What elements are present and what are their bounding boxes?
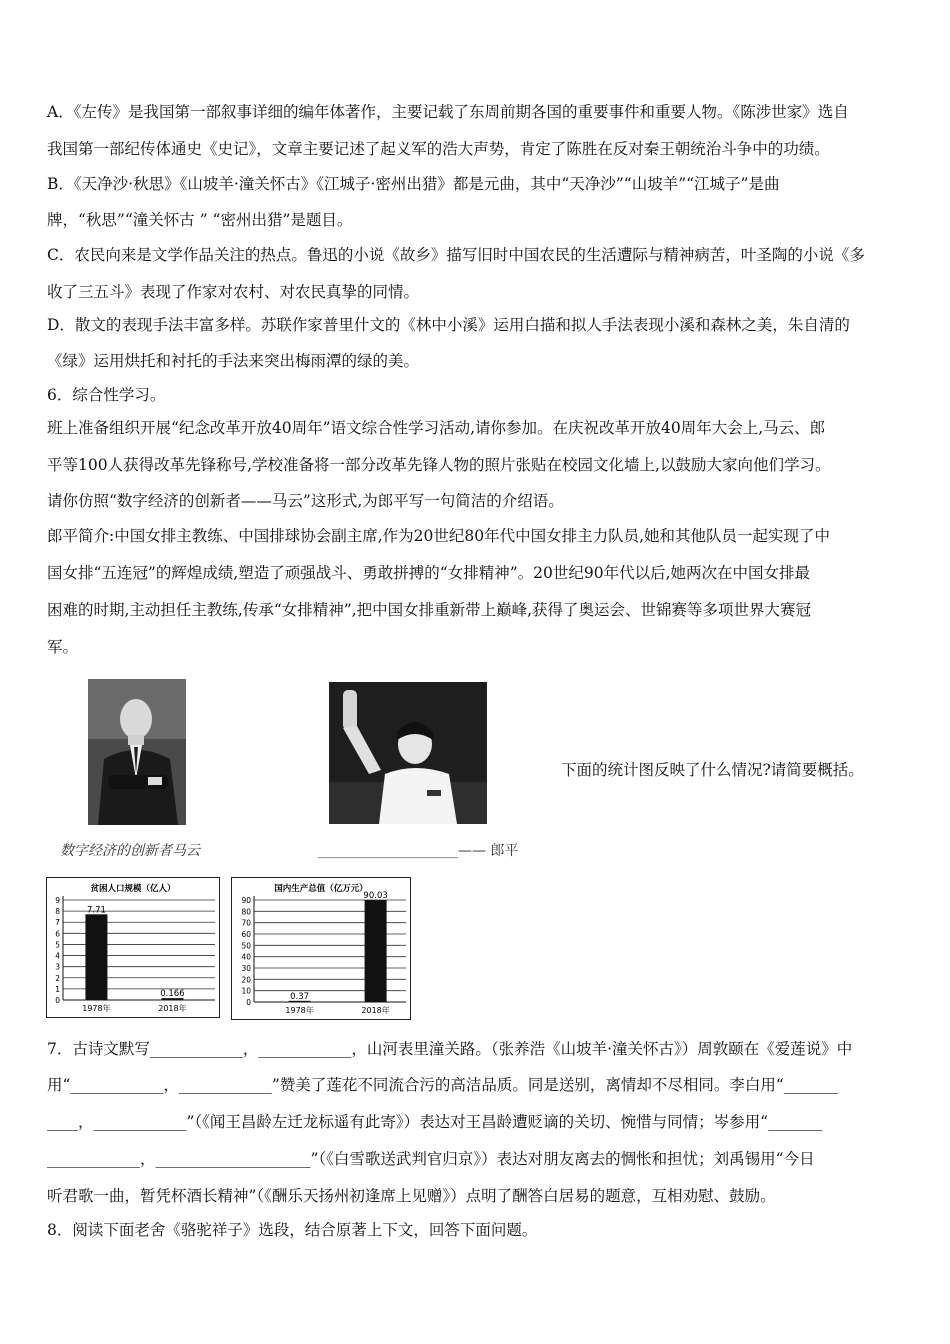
q7-line-5: 听君歌一曲，暂凭杯酒长精神”（《酬乐天扬州初逢席上见赠》）点明了酬答白居易的题意，互相劝慰、鼓励。 bbox=[47, 1187, 776, 1205]
y-tick-label: 90 bbox=[241, 896, 251, 905]
chart-gdp-svg bbox=[232, 878, 410, 1019]
y-tick-label: 6 bbox=[55, 929, 60, 939]
y-tick-label: 30 bbox=[241, 964, 251, 973]
photo-ma-yun bbox=[88, 679, 186, 825]
q6-paragraph-3: 请你仿照“数字经济的创新者——马云”这形式,为郎平写一句简洁的介绍语。 bbox=[47, 492, 564, 510]
option-a-line-2: 我国第一部纪传体通史《史记》，文章主要记述了起义军的浩大声势，肯定了陈胜在反对秦王朝统治斗争中的功绩。 bbox=[47, 140, 830, 158]
q6-paragraph-2: 平等100人获得改革先锋称号,学校准备将一部分改革先锋人物的照片张贴在校园文化墙上,以鼓励大家向他们学习。 bbox=[47, 456, 831, 474]
y-tick-label: 60 bbox=[241, 930, 251, 939]
category-label: 2018年 bbox=[361, 1006, 390, 1015]
y-tick-label: 5 bbox=[55, 940, 60, 950]
y-tick-label: 9 bbox=[55, 896, 60, 905]
y-tick-label: 0 bbox=[246, 998, 251, 1007]
y-tick-label: 20 bbox=[241, 975, 251, 985]
q6-heading: 6．综合性学习。 bbox=[47, 386, 166, 404]
y-tick-label: 80 bbox=[241, 907, 251, 917]
q7-line-3: ____，____________”（《闻王昌龄左迁龙标遥有此寄》）表达对王昌龄遭贬谪的关切、惋惜与同情；岑参用“_______ bbox=[47, 1113, 823, 1131]
q6-paragraph-7: 军。 bbox=[47, 638, 79, 656]
photo-lang-ping bbox=[329, 682, 487, 824]
option-c-line-2: 收了三五斗》表现了作家对农村、对农民真挚的同情。 bbox=[47, 283, 420, 301]
chart-poverty-svg bbox=[47, 878, 219, 1017]
y-tick-label: 8 bbox=[55, 907, 60, 917]
data-label: 7.71 bbox=[86, 905, 106, 916]
q6-paragraph-1: 班上准备组织开展“纪念改革开放40周年”语文综合性学习活动,请你参加。在庆祝改革开放40周年大会上,马云、郎 bbox=[47, 419, 826, 437]
y-tick-label: 4 bbox=[55, 951, 60, 961]
q7-line-1: 7．古诗文默写____________，____________，山河表里潼关路。（张养浩《山坡羊·潼关怀古》）周敦颐在《爱莲说》中 bbox=[47, 1040, 853, 1058]
q6-paragraph-4: 郎平简介:中国女排主教练、中国排球协会副主席,作为20世纪80年代中国女排主力队员,她和其他队员一起实现了中 bbox=[47, 527, 831, 545]
q6-paragraph-6: 困难的时期,主动担任主教练,传承“女排精神”,把中国女排重新带上巅峰,获得了奥运会、世锦赛等多项世界大赛冠 bbox=[47, 601, 812, 619]
y-tick-label: 7 bbox=[55, 918, 60, 928]
option-c-line-1: C．农民向来是文学作品关注的热点。鲁迅的小说《故乡》描写旧时中国农民的生活遭际与精神病苦，叶圣陶的小说《多 bbox=[47, 246, 865, 264]
option-d-line-1: D．散文的表现手法丰富多样。苏联作家普里什文的《林中小溪》运用白描和拟人手法表现小溪和森林之美，朱自清的 bbox=[47, 316, 850, 334]
chart-poverty-population bbox=[46, 877, 220, 1018]
data-label: 90.03 bbox=[363, 890, 388, 901]
option-a-line-1: A．《左传》是我国第一部叙事详细的编年体著作，主要记载了东周前期各国的重要事件和重要人物。《陈涉世家》选自 bbox=[47, 103, 849, 121]
y-tick-label: 0 bbox=[55, 996, 60, 1005]
bar-1978年 bbox=[85, 914, 107, 1000]
category-label: 1978年 bbox=[82, 1004, 111, 1013]
y-tick-label: 40 bbox=[241, 952, 251, 962]
y-tick-label: 1 bbox=[55, 984, 60, 994]
q7-line-4: ____________，____________________”（《白雪歌送武判官归京》）表达对朋友离去的惆怅和担忧；刘禹锡用“今日 bbox=[47, 1150, 815, 1168]
y-tick-label: 3 bbox=[55, 962, 60, 972]
chart-gdp bbox=[231, 877, 411, 1020]
data-label: 0.37 bbox=[290, 991, 310, 1002]
chart-question: 下面的统计图反映了什么情况?请简要概括。 bbox=[561, 761, 864, 779]
q7-line-2: 用“____________，____________”赞美了莲花不同流合污的高洁品质。同是送别，离情却不尽相同。李白用“_______ bbox=[47, 1076, 839, 1094]
chart-title: 国内生产总值（亿万元） bbox=[274, 884, 368, 894]
y-tick-label: 2 bbox=[55, 973, 60, 983]
bar-2018年 bbox=[365, 900, 387, 1002]
category-label: 2018年 bbox=[158, 1004, 187, 1013]
q6-paragraph-5: 国女排“五连冠”的辉煌成绩,塑造了顽强战斗、勇敢拼搏的“女排精神”。20世纪90年代以后,她两次在中国女排最 bbox=[47, 564, 810, 582]
option-d-line-2: 《绿》运用烘托和衬托的手法来突出梅雨潭的绿的美。 bbox=[47, 352, 420, 370]
y-tick-label: 10 bbox=[241, 986, 251, 996]
caption-lang-ping-blank: ____________________—— 郎平 bbox=[318, 843, 519, 859]
option-b-line-2: 牌，“秋思”“潼关怀古 ” “密州出猎”是题目。 bbox=[47, 211, 353, 229]
chart-title: 贫困人口规模（亿人） bbox=[90, 884, 176, 894]
category-label: 1978年 bbox=[285, 1006, 314, 1015]
data-label: 0.166 bbox=[160, 989, 185, 1000]
y-tick-label: 70 bbox=[241, 918, 251, 928]
caption-ma-yun: 数字经济的创新者马云 bbox=[60, 843, 200, 859]
option-b-line-1: B．《天净沙·秋思》《山坡羊·潼关怀古》《江城子·密州出猎》都是元曲，其中“天净沙”“山坡羊”“江城子”是曲 bbox=[47, 175, 780, 193]
y-tick-label: 50 bbox=[241, 941, 251, 951]
q8-line-1: 8．阅读下面老舍《骆驼祥子》选段，结合原著上下文，回答下面问题。 bbox=[47, 1221, 538, 1239]
